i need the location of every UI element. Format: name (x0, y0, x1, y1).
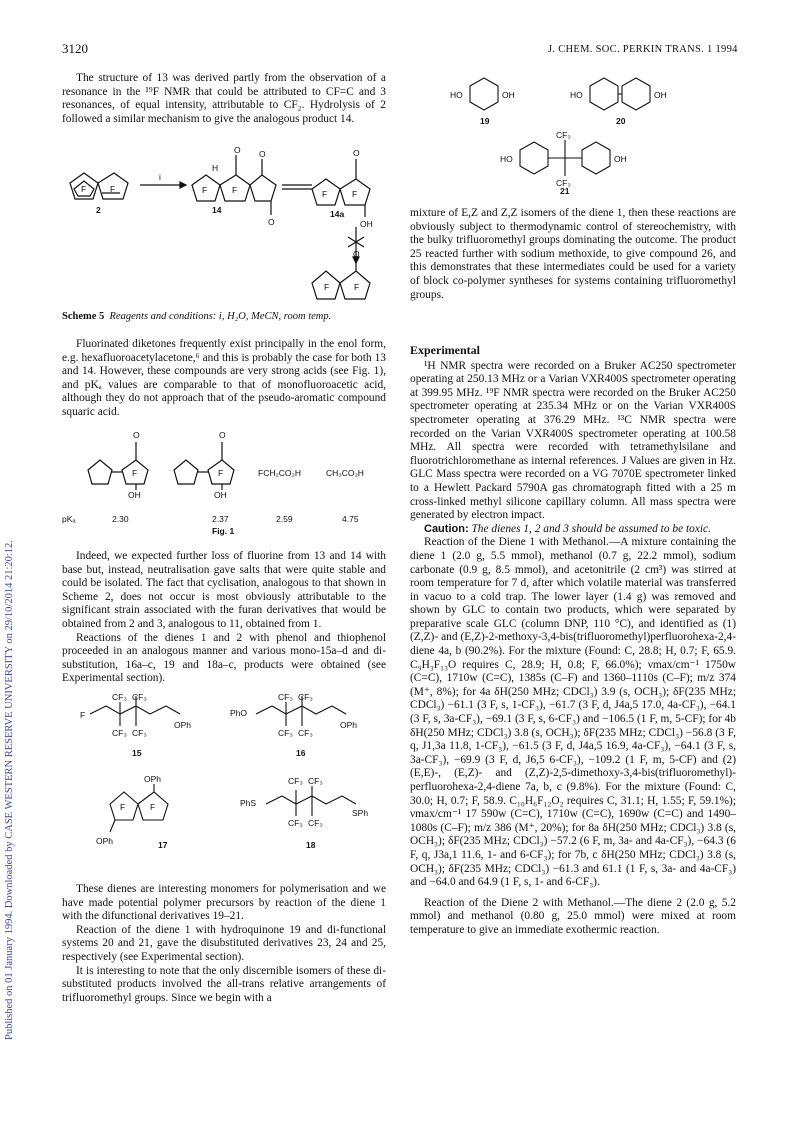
svg-text:OPh: OPh (96, 836, 114, 846)
compound-label: 15 (132, 748, 142, 758)
f-label: F (81, 184, 87, 194)
svg-text:F: F (80, 710, 86, 720)
svg-text:HO: HO (500, 154, 513, 164)
compound-label: 17 (158, 840, 168, 850)
svg-text:CF₃: CF₃ (308, 818, 323, 828)
svg-text:F: F (150, 802, 156, 812)
scheme-5-diagram (62, 145, 386, 305)
svg-text:H: H (212, 163, 219, 173)
acid-1: FCH₂CO₂H (258, 468, 301, 478)
page-number: 3120 (62, 41, 88, 56)
right-para-1: mixture of E,Z and Z,Z isomers of the diene 1, then these reactions are obviously subject to thermodynamic control of stereochemistry, with the bulky trifluoromethyl groups dominating the outcome. The product 25 reacted further with sodium methoxide, to give compound 26, and this demonstrates that these intermediates could be used for a variety of block co-polymer syntheses for systems containing trifluoromethyl groups. (410, 207, 736, 301)
svg-text:F: F (322, 189, 328, 199)
compound-label: 2 (96, 205, 101, 215)
pka-value: 2.59 (276, 514, 293, 524)
experimental-heading: Experimental (410, 343, 480, 357)
arrow-condition: i (159, 172, 161, 182)
svg-text:14: 14 (212, 205, 222, 215)
pka-value: 2.30 (112, 514, 129, 524)
svg-text:F: F (202, 185, 208, 195)
svg-text:HO: HO (570, 90, 583, 100)
svg-text:CF₃: CF₃ (288, 776, 303, 786)
svg-text:OH: OH (128, 490, 141, 500)
svg-text:F: F (132, 468, 138, 478)
acid-2: CH₃CO₂H (326, 468, 364, 478)
pka-value: 2.37 (212, 514, 229, 524)
svg-text:CF₃: CF₃ (288, 818, 303, 828)
compound-label: 20 (616, 116, 626, 126)
figure-1 (62, 428, 386, 538)
svg-text:OPh: OPh (174, 720, 192, 730)
left-para-2: Fluorinated diketones frequently exist principally in the enol form, e.g. hexafluoroacetylacetone,⁶ and this is probably the case for both 13 and 14. However, these compounds are very strong acids (see Fig. 1), and pKₐ values are comparable to that of monofluoroacetic acid, although they do not approach that of the pseudo-aromatic compound squaric acid. (62, 338, 386, 418)
svg-text:CF₃: CF₃ (556, 178, 571, 188)
svg-text:PhO: PhO (230, 708, 248, 718)
svg-text:CF₃: CF₃ (112, 728, 127, 738)
left-para-4: These dienes are interesting monomers for polymerisation and we have made potential polymer precursors by reaction of the diene 1 with the difunctional derivatives 19–21. Reaction of the diene 1 with hydroquinone 19 and di-functional systems 20 and 21, gave the disubstituted derivatives 23, 24 and 25, respectively (see Experimental section). It is interesting to note that the only discernible isomers of these di-substituted products involved the all-trans relative arrangements of trifluoromethyl groups. Since we begin with a (62, 883, 386, 1004)
svg-text:O: O (219, 430, 226, 440)
svg-text:O: O (133, 430, 140, 440)
svg-text:OH: OH (214, 490, 227, 500)
compound-label: 16 (296, 748, 306, 758)
download-watermark (4, 180, 18, 1040)
compound-label: 19 (480, 116, 490, 126)
svg-text:CF₃: CF₃ (298, 728, 313, 738)
svg-text:CF₃: CF₃ (132, 692, 147, 702)
scheme-caption: Scheme 5 Reagents and conditions: i, H₂O, MeCN, room temp. (62, 311, 332, 322)
svg-text:OH: OH (614, 154, 627, 164)
svg-text:14a: 14a (330, 209, 345, 219)
svg-text:SPh: SPh (352, 808, 369, 818)
svg-text:O: O (353, 148, 360, 158)
svg-text:F: F (352, 189, 358, 199)
pka-label: pKₐ (62, 514, 76, 524)
left-para-3: Indeed, we expected further loss of fluorine from 13 and 14 with base but, instead, neutralisation gave salts that were quite stable and could be isolated. The fact that cyclisation, analogous to that shown in Scheme 2, does not occur is most obviously attributable to the significant strain associated with the furan derivatives that would be obtained from 2 and 3, analogous to 11, obtained from 1. Reactions of the dienes 1 and 2 with phenol and thiophenol proceeded in an analogous manner and various mono-15a–d and di-substitution, 16a–c, 19 and 18a–c, products were obtained (see Experimental section). (62, 550, 386, 685)
structures-19-21 (410, 76, 740, 196)
svg-text:CF₃: CF₃ (132, 728, 147, 738)
svg-text:F: F (324, 282, 330, 292)
svg-text:O: O (268, 217, 275, 227)
svg-text:PhS: PhS (240, 798, 257, 808)
svg-text:CF₃: CF₃ (278, 692, 293, 702)
svg-text:F: F (120, 802, 126, 812)
experimental-section: Experimental ¹H NMR spectra were recorded on a Bruker AC250 spectrometer operating at 250.13 MHz or a Varian VXR400S spectrometer operating at 399.95 MHz. ¹⁹F NMR spectra were recorded on the Bruker AC250 spectrometer operating at 235.34 MHz or on the Varian VXR400S spectrometer operating at 376.29 MHz. ¹³C NMR spectra were recorded on the Varian VXR400S spectrometer operating at 100.58 MHz. All spectra were recorded with tetramethylsilane and fluorotrichloromethane as internal references. J Values are given in Hz. GLC Mass spectra were recorded on a VG 7070E spectrometer linked to a Hewlett Packard 5790A gas chromatograph fitted with a 25 m cross-linked methyl silicone capillary column. All mass spectra were generated by electron impact. Caution: The dienes 1, 2 and 3 should be assumed to be toxic. Reaction of the Diene 1 with Methanol.—A mixture containing the diene 1 (2.0 g, 5.5 mmol), methanol (0.7 g, 22.2 mmol), sodium carbonate (0.9 g, 8.5 mmol), and acetonitrile (2 cm³) was stirred at room temperature for 7 d, after which volatile material was transferred in vacuo to a cold trap. The lower layer (1.4 g) was removed and shown by GLC to contain two products, which were separated by preparative scale GLC (column DNP, 110 °C), and identified as (1) (Z,Z)- and (E,Z)-2-methoxy-3,4-bis(trifluoromethyl)perfluorohexa-2,4-diene 4a, b (90.2%). For the mixture (Found: C, 28.8; H, 0.7; F, 65.9. C₉H₃F₁₃O requires C, 28.9; H, 0.8; F, 66.0%); νmax/cm⁻¹ 1750w (C=C), 1710w (C=C), 1385s (C–F) and 1360–1110s (C–F); m/z 374 (M⁺, 8%); for 4a δH(250 MHz; CDCl₃) 3.9 (s, OCH₃); δF(235 MHz; CDCl₃) −61.1 (3 F, s, 1-CF₃), −61.7 (3 F, d, J4a,5 17.0, 4a-CF₃), −64.1 (3 F, s, 3a-CF₃), −69.1 (3 F, s, 6-CF₃) and −106.5 (1 F, m, 5-CF); for 4b δH(250 MHz; CDCl₃) 3.8 (s, OCH₃); δF(235 MHz; CDCl₃) −56.8 (3 F, q, J1,3a 11.8, 1-CF₃), −61.5 (3 F, d, J4a,5 16.9, 4a-CF₃), −64.1 (3 F, s, 3a-CF₃), −69.9 (3 F, d, J6,5 6-CF₃), −109.2 (1 F, m, 5-CF) and (2) (E,E)-, (E,Z)- and (Z,Z)-2,5-dimethoxy-3,4-bis(trifluoromethyl)-perfluorohexa-2,4-diene 7a, b, c (9.8%). For the mixture (Found: C, 30.0; H, 0.7; F, 58.9. C₁₀H₆F₁₂O₂ requires C, 31.1; H, 1.55; F, 59.1%); νmax/cm⁻¹ 17 590w (C=C), 1710w (C=C), 1690w (C=C) and 1490–1080s (C–F); m/z 386 (M⁺, 20%); for 8a δH(250 MHz; CDCl₃) 3.8 (s, OCH₃); δF(235 MHz; CDCl₃) −57.2 (6 F, m, 3a- and 4a-CF₃), −64.3 (6 F, q, J3a,1 11.6, 1- and 6-CF₃); for 7b, c δH(250 MHz; CDCl₃) 3.8 (s, OCH₃); δF(235 MHz; CDCl₃) −61.3 and 61.1 (1 F, s, 3a- and 4a-CF₃) and −64.0 and 64.9 (1 F, s, 1- and 6-CF₃). Reaction of the Diene 2 with Methanol.—The diene 2 (2.0 g, 5.2 mmol) and methanol (0.80 g, 25.0 mmol) were mixed at room temperature to give an immediate exothermic reaction. (410, 343, 736, 936)
svg-text:F: F (110, 184, 116, 194)
svg-text:OH: OH (654, 90, 667, 100)
journal-header: J. CHEM. SOC. PERKIN TRANS. 1 1994 (548, 44, 738, 55)
compound-label: 21 (560, 186, 570, 196)
watermark-text: Published on 01 January 1994. Downloaded by CASE WESTERN RESERVE UNIVERSITY on 29/10/2014 21:20:12. (4, 540, 15, 1040)
svg-text:CF₃: CF₃ (556, 130, 571, 140)
left-para-1: The structure of 13 was derived partly from the observation of a resonance in the ¹⁹F NMR that could be attributed to CF=C and 3 resonances, of equal intensity, attributable to CF₂. Hydrolysis of 2 followed a similar mechanism to give the analogous product 14. (62, 72, 386, 125)
svg-text:OPh: OPh (340, 720, 358, 730)
svg-text:CF₃: CF₃ (308, 776, 323, 786)
compound-label: 18 (306, 840, 316, 850)
svg-text:CF₃: CF₃ (278, 728, 293, 738)
svg-text:OH: OH (502, 90, 515, 100)
svg-text:CF₃: CF₃ (298, 692, 313, 702)
svg-text:CF₃: CF₃ (112, 692, 127, 702)
svg-text:O: O (259, 149, 266, 159)
svg-text:HO: HO (450, 90, 463, 100)
svg-text:OPh: OPh (144, 774, 162, 784)
svg-text:O: O (353, 249, 360, 259)
svg-text:F: F (232, 185, 238, 195)
svg-text:O: O (234, 145, 241, 155)
fig-1-caption: Fig. 1 (212, 526, 235, 536)
svg-text:F: F (354, 282, 360, 292)
svg-text:OH: OH (360, 219, 373, 229)
svg-text:F: F (218, 468, 224, 478)
structures-15-18 (70, 692, 386, 882)
pka-value: 4.75 (342, 514, 359, 524)
